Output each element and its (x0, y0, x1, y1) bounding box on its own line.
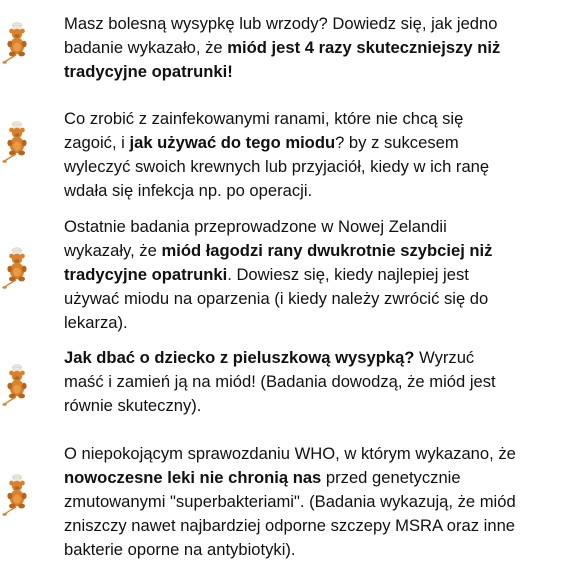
text-line (64, 514, 516, 538)
honey-bear-jar-icon (2, 121, 32, 165)
text-line (64, 215, 492, 239)
text-segment: Wyrzuć (414, 348, 475, 367)
text-line (64, 311, 492, 335)
bold-text: tradycyjne opatrunki (64, 265, 228, 284)
text-segment: O niepokojącym sprawozdaniu WHO, w którym wykazano, że (64, 444, 516, 463)
honey-bear-jar-icon (2, 247, 32, 291)
text-line (64, 370, 496, 394)
text-line (64, 442, 516, 466)
text-line (64, 131, 489, 155)
text-segment: wykazały, że (64, 241, 162, 260)
text-segment: maść i zamień ją na miód! (Badania dowodzą, że miód jest (64, 372, 496, 391)
paragraph (64, 215, 492, 335)
text-segment: ? by z sukcesem (335, 133, 459, 152)
paragraph (64, 107, 489, 203)
paragraph (64, 12, 500, 84)
bold-text: tradycyjne opatrunki! (64, 62, 233, 81)
text-line (64, 263, 492, 287)
text-line (64, 239, 492, 263)
text-line (64, 394, 496, 418)
text-segment: . Dowiesz się, kiedy najlepiej jest (227, 265, 469, 284)
text-segment: badanie wykazało, że (64, 38, 228, 57)
text-segment: zmutowanymi "superbakteriami". (Badania wykazują, że miód (64, 492, 516, 511)
text-segment: wdała się infekcja np. po operacji. (64, 181, 313, 200)
bold-text: jak używać do tego miodu (129, 133, 336, 152)
text-line (64, 538, 516, 562)
text-line (64, 179, 489, 203)
text-segment: równie skuteczny). (64, 396, 202, 415)
bold-text: Jak dbać o dziecko z pieluszkową wysypką? (64, 348, 415, 367)
text-line (64, 287, 492, 311)
paragraph (64, 346, 496, 418)
text-line (64, 60, 500, 84)
text-segment: używać miodu na oparzenia (i kiedy należy zwrócić się do (64, 289, 489, 308)
bold-text: miód jest 4 razy skuteczniejszy niż (227, 38, 501, 57)
text-line (64, 36, 500, 60)
text-segment: bakterie oporne na antybiotyki). (64, 540, 296, 559)
text-segment: Co zrobić z zainfekowanymi ranami, które nie chcą się (64, 109, 464, 128)
text-segment: lekarza). (64, 313, 128, 332)
bold-text: miód łagodzi rany dwukrotnie szybciej niż (161, 241, 493, 260)
paragraph (64, 442, 516, 562)
honey-bear-jar-icon (2, 22, 32, 66)
text-segment: przed genetycznie (321, 468, 461, 487)
text-line (64, 466, 516, 490)
text-line (64, 107, 489, 131)
text-line (64, 155, 489, 179)
honey-bear-jar-icon (2, 364, 32, 408)
text-line (64, 490, 516, 514)
bold-text: nowoczesne leki nie chronią nas (64, 468, 322, 487)
text-line (64, 346, 496, 370)
honey-bear-jar-icon (2, 474, 32, 518)
text-segment: zagoić, i (64, 133, 130, 152)
text-segment: wyleczyć swoich krewnych lub przyjaciół, kiedy w ich ranę (64, 157, 490, 176)
text-line (64, 12, 500, 36)
text-segment: Ostatnie badania przeprowadzone w Nowej Zelandii (64, 217, 447, 236)
text-segment: Masz bolesną wysypkę lub wrzody? Dowiedz się, jak jedno (64, 14, 498, 33)
text-segment: zniszczy nawet najbardziej odporne szczepy MSRA oraz inne (64, 516, 516, 535)
